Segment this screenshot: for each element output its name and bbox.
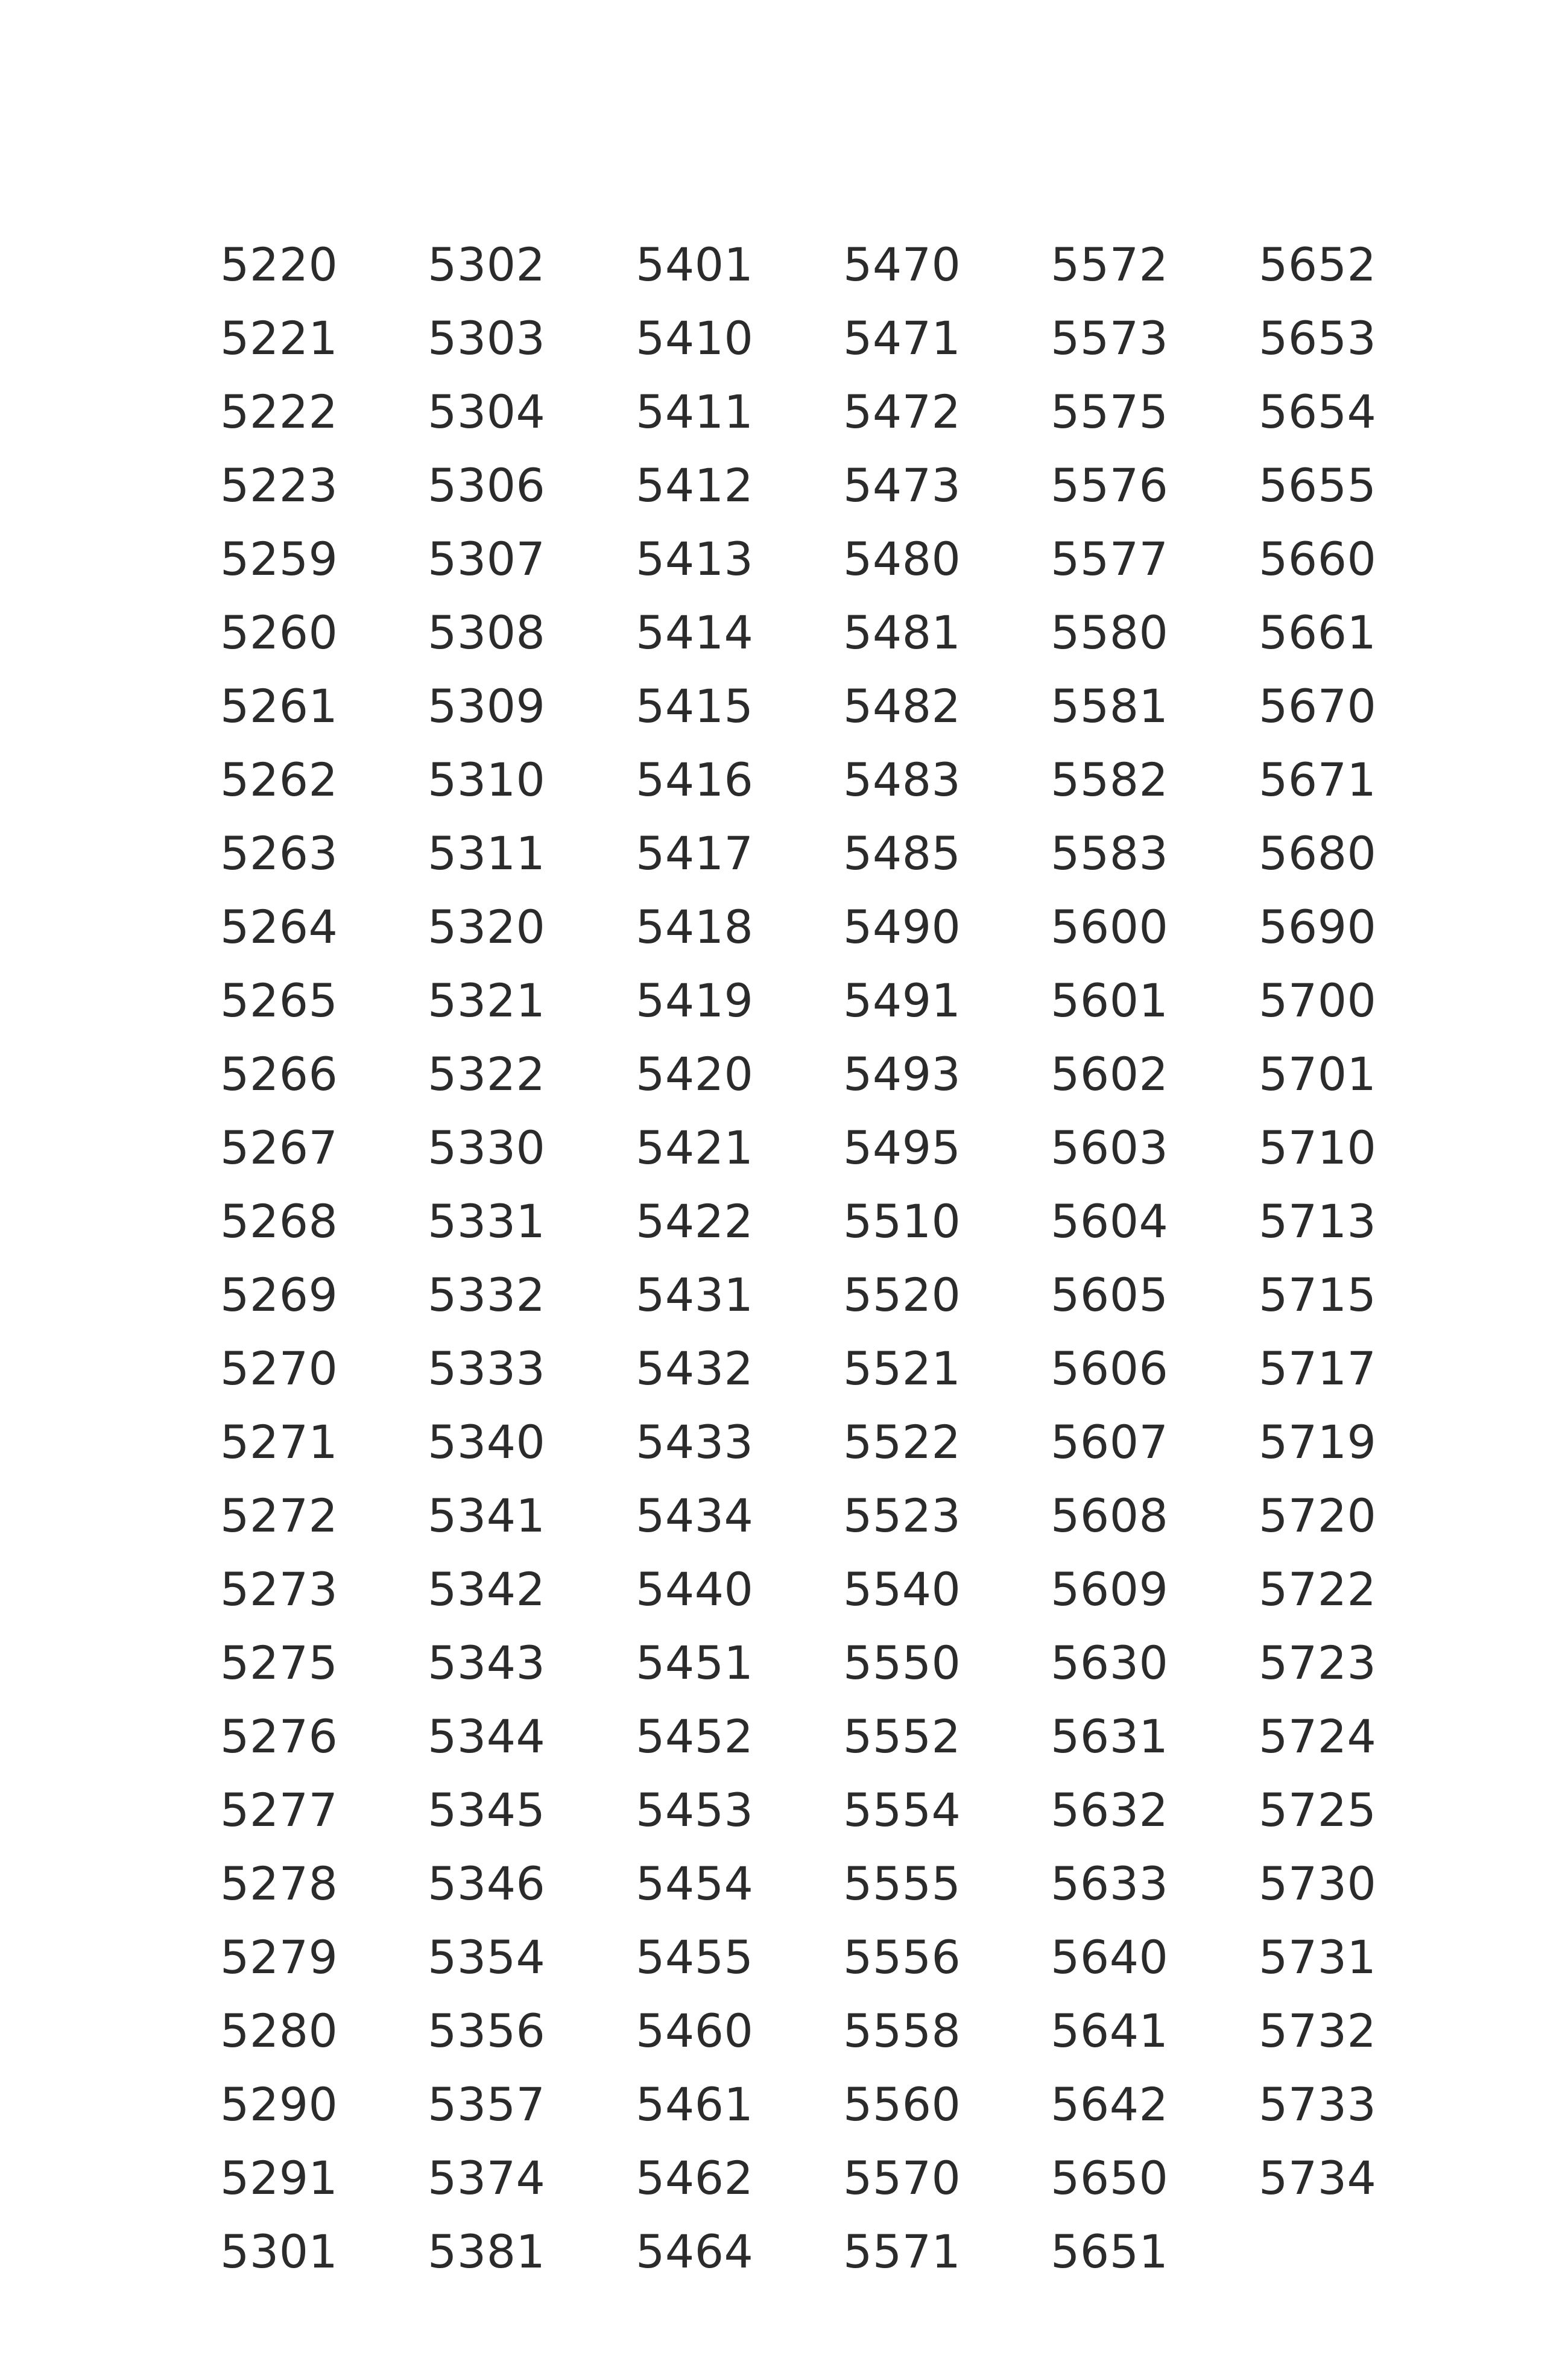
- number-cell: 5661: [1259, 606, 1377, 659]
- number-cell: 5268: [220, 1194, 338, 1248]
- number-cell: 5308: [428, 606, 546, 659]
- number-cell: 5415: [636, 679, 754, 733]
- number-cell: 5581: [1051, 679, 1169, 733]
- number-cell: 5275: [220, 1636, 338, 1690]
- number-cell: 5421: [636, 1121, 754, 1174]
- number-cell: 5332: [428, 1268, 546, 1322]
- number-cell: 5464: [636, 2225, 754, 2278]
- number-cell: 5651: [1051, 2225, 1169, 2278]
- number-cell: 5263: [220, 826, 338, 880]
- number-cell: 5342: [428, 1562, 546, 1616]
- number-cell: 5271: [220, 1415, 338, 1469]
- number-cell: 5432: [636, 1342, 754, 1395]
- number-cell: 5278: [220, 1857, 338, 1910]
- number-cell: 5583: [1051, 826, 1169, 880]
- number-cell: 5453: [636, 1783, 754, 1837]
- number-cell: 5321: [428, 974, 546, 1027]
- number-cell: 5725: [1259, 1783, 1377, 1837]
- number-cell: 5602: [1051, 1047, 1169, 1101]
- number-cell: 5422: [636, 1194, 754, 1248]
- number-cell: 5490: [843, 900, 961, 954]
- number-cell: 5320: [428, 900, 546, 954]
- number-cell: 5302: [428, 238, 546, 291]
- number-cell: 5720: [1259, 1489, 1377, 1542]
- number-cell: 5410: [636, 311, 754, 365]
- number-cell: 5560: [843, 2077, 961, 2131]
- number-cell: 5582: [1051, 753, 1169, 807]
- number-cell: 5491: [843, 974, 961, 1027]
- number-cell: 5633: [1051, 1857, 1169, 1910]
- number-cell: 5630: [1051, 1636, 1169, 1690]
- number-cell: 5374: [428, 2151, 546, 2205]
- number-cell: 5452: [636, 1710, 754, 1763]
- number-cell: 5346: [428, 1857, 546, 1910]
- number-cell: 5481: [843, 606, 961, 659]
- number-cell: 5455: [636, 1930, 754, 1984]
- number-cell: 5343: [428, 1636, 546, 1690]
- number-cell: 5416: [636, 753, 754, 807]
- number-cell: 5700: [1259, 974, 1377, 1027]
- number-cell: 5573: [1051, 311, 1169, 365]
- number-cell: 5540: [843, 1562, 961, 1616]
- number-cell: 5221: [220, 311, 338, 365]
- number-cell: 5631: [1051, 1710, 1169, 1763]
- number-cell: 5411: [636, 385, 754, 439]
- number-cell: 5472: [843, 385, 961, 439]
- number-cell: 5357: [428, 2077, 546, 2131]
- number-cell: 5605: [1051, 1268, 1169, 1322]
- number-column-2: [428, 228, 627, 2289]
- number-cell: 5462: [636, 2151, 754, 2205]
- number-cell: 5732: [1259, 2004, 1377, 2058]
- number-column-6: [1259, 228, 1458, 2215]
- number-cell: 5434: [636, 1489, 754, 1542]
- number-cell: 5290: [220, 2077, 338, 2131]
- number-cell: 5520: [843, 1268, 961, 1322]
- number-cell: 5572: [1051, 238, 1169, 291]
- number-cell: 5601: [1051, 974, 1169, 1027]
- numbers-grid: [220, 228, 1426, 2303]
- number-cell: 5262: [220, 753, 338, 807]
- number-cell: 5671: [1259, 753, 1377, 807]
- number-cell: 5701: [1259, 1047, 1377, 1101]
- number-cell: 5734: [1259, 2151, 1377, 2205]
- number-cell: 5306: [428, 458, 546, 512]
- number-cell: 5480: [843, 532, 961, 586]
- number-cell: 5523: [843, 1489, 961, 1542]
- number-cell: 5483: [843, 753, 961, 807]
- number-column-5: [1051, 228, 1250, 2289]
- number-cell: 5600: [1051, 900, 1169, 954]
- number-cell: 5340: [428, 1415, 546, 1469]
- number-cell: 5470: [843, 238, 961, 291]
- number-cell: 5552: [843, 1710, 961, 1763]
- number-cell: 5223: [220, 458, 338, 512]
- number-cell: 5270: [220, 1342, 338, 1395]
- number-cell: 5309: [428, 679, 546, 733]
- number-cell: 5724: [1259, 1710, 1377, 1763]
- number-cell: 5550: [843, 1636, 961, 1690]
- number-cell: 5460: [636, 2004, 754, 2058]
- number-cell: 5680: [1259, 826, 1377, 880]
- number-cell: 5417: [636, 826, 754, 880]
- number-cell: 5723: [1259, 1636, 1377, 1690]
- number-cell: 5690: [1259, 900, 1377, 954]
- number-cell: 5510: [843, 1194, 961, 1248]
- number-cell: 5341: [428, 1489, 546, 1542]
- number-cell: 5265: [220, 974, 338, 1027]
- number-cell: 5451: [636, 1636, 754, 1690]
- number-cell: 5654: [1259, 385, 1377, 439]
- number-cell: 5431: [636, 1268, 754, 1322]
- number-cell: 5473: [843, 458, 961, 512]
- number-cell: 5608: [1051, 1489, 1169, 1542]
- number-column-1: [220, 228, 419, 2289]
- number-cell: 5273: [220, 1562, 338, 1616]
- number-cell: 5485: [843, 826, 961, 880]
- number-cell: 5454: [636, 1857, 754, 1910]
- number-cell: 5570: [843, 2151, 961, 2205]
- number-cell: 5277: [220, 1783, 338, 1837]
- number-column-3: [636, 228, 835, 2289]
- number-cell: 5276: [220, 1710, 338, 1763]
- number-cell: 5731: [1259, 1930, 1377, 1984]
- number-cell: 5717: [1259, 1342, 1377, 1395]
- number-cell: 5670: [1259, 679, 1377, 733]
- number-cell: 5571: [843, 2225, 961, 2278]
- number-cell: 5495: [843, 1121, 961, 1174]
- number-cell: 5652: [1259, 238, 1377, 291]
- number-cell: 5269: [220, 1268, 338, 1322]
- number-cell: 5604: [1051, 1194, 1169, 1248]
- number-cell: 5719: [1259, 1415, 1377, 1469]
- number-cell: 5433: [636, 1415, 754, 1469]
- number-cell: 5333: [428, 1342, 546, 1395]
- number-cell: 5267: [220, 1121, 338, 1174]
- number-cell: 5304: [428, 385, 546, 439]
- number-cell: 5322: [428, 1047, 546, 1101]
- number-cell: 5482: [843, 679, 961, 733]
- number-cell: 5642: [1051, 2077, 1169, 2131]
- number-cell: 5412: [636, 458, 754, 512]
- number-cell: 5556: [843, 1930, 961, 1984]
- number-cell: 5420: [636, 1047, 754, 1101]
- number-cell: 5259: [220, 532, 338, 586]
- number-cell: 5640: [1051, 1930, 1169, 1984]
- number-cell: 5303: [428, 311, 546, 365]
- number-cell: 5632: [1051, 1783, 1169, 1837]
- number-cell: 5606: [1051, 1342, 1169, 1395]
- number-cell: 5607: [1051, 1415, 1169, 1469]
- number-cell: 5222: [220, 385, 338, 439]
- number-cell: 5558: [843, 2004, 961, 2058]
- number-cell: 5418: [636, 900, 754, 954]
- number-cell: 5311: [428, 826, 546, 880]
- number-cell: 5575: [1051, 385, 1169, 439]
- number-cell: 5722: [1259, 1562, 1377, 1616]
- number-cell: 5733: [1259, 2077, 1377, 2131]
- number-cell: 5356: [428, 2004, 546, 2058]
- number-cell: 5279: [220, 1930, 338, 1984]
- number-cell: 5609: [1051, 1562, 1169, 1616]
- number-cell: 5713: [1259, 1194, 1377, 1248]
- number-cell: 5577: [1051, 532, 1169, 586]
- number-cell: 5715: [1259, 1268, 1377, 1322]
- number-cell: 5260: [220, 606, 338, 659]
- number-cell: 5345: [428, 1783, 546, 1837]
- number-cell: 5261: [220, 679, 338, 733]
- number-cell: 5555: [843, 1857, 961, 1910]
- number-cell: 5576: [1051, 458, 1169, 512]
- number-cell: 5493: [843, 1047, 961, 1101]
- number-cell: 5653: [1259, 311, 1377, 365]
- number-cell: 5580: [1051, 606, 1169, 659]
- number-cell: 5710: [1259, 1121, 1377, 1174]
- number-cell: 5730: [1259, 1857, 1377, 1910]
- number-cell: 5280: [220, 2004, 338, 2058]
- number-cell: 5354: [428, 1930, 546, 1984]
- number-cell: 5381: [428, 2225, 546, 2278]
- number-cell: 5414: [636, 606, 754, 659]
- number-cell: 5641: [1051, 2004, 1169, 2058]
- number-cell: 5440: [636, 1562, 754, 1616]
- number-cell: 5272: [220, 1489, 338, 1542]
- number-cell: 5310: [428, 753, 546, 807]
- number-cell: 5650: [1051, 2151, 1169, 2205]
- number-cell: 5266: [220, 1047, 338, 1101]
- number-cell: 5401: [636, 238, 754, 291]
- number-cell: 5603: [1051, 1121, 1169, 1174]
- number-cell: 5307: [428, 532, 546, 586]
- number-cell: 5291: [220, 2151, 338, 2205]
- number-cell: 5660: [1259, 532, 1377, 586]
- number-cell: 5521: [843, 1342, 961, 1395]
- number-cell: 5264: [220, 900, 338, 954]
- number-cell: 5554: [843, 1783, 961, 1837]
- number-cell: 5301: [220, 2225, 338, 2278]
- number-cell: 5330: [428, 1121, 546, 1174]
- number-cell: 5413: [636, 532, 754, 586]
- number-cell: 5655: [1259, 458, 1377, 512]
- number-cell: 5344: [428, 1710, 546, 1763]
- number-cell: 5522: [843, 1415, 961, 1469]
- number-cell: 5461: [636, 2077, 754, 2131]
- number-cell: 5471: [843, 311, 961, 365]
- number-cell: 5220: [220, 238, 338, 291]
- number-column-4: [843, 228, 1042, 2289]
- number-cell: 5419: [636, 974, 754, 1027]
- number-cell: 5331: [428, 1194, 546, 1248]
